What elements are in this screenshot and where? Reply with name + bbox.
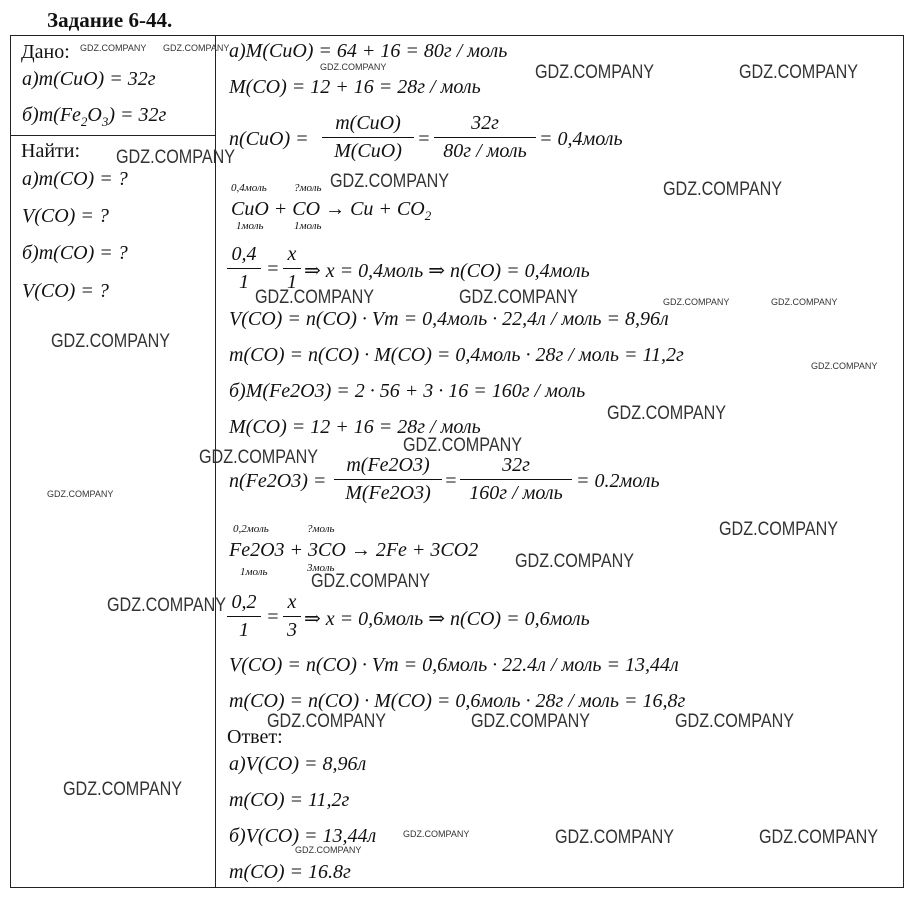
watermark: GDZ.COMPANY xyxy=(255,287,375,308)
watermark-small: GDZ.COMPANY xyxy=(80,43,147,53)
fraction-numerator: x xyxy=(287,591,297,613)
watermark: GDZ.COMPANY xyxy=(403,435,523,456)
watermark: GDZ.COMPANY xyxy=(535,62,655,83)
answer-a-mass: m(CO) = 11,2г xyxy=(229,789,350,811)
watermark: GDZ.COMPANY xyxy=(607,403,727,424)
n-fe2o3-fraction xyxy=(334,454,442,505)
watermark: GDZ.COMPANY xyxy=(555,827,675,848)
n-cuo-result: = 0,4моль xyxy=(539,128,623,150)
watermark-small: GDZ.COMPANY xyxy=(47,489,114,499)
molar-mass-cuo: а)M(CuO) = 64 + 16 = 80г / моль xyxy=(229,40,508,62)
watermark: GDZ.COMPANY xyxy=(63,779,183,800)
given-b: $б)m(Fe_2O_3) = 32г$ xyxy=(22,104,167,129)
find-a-mass: а)m(CO) = ? xyxy=(22,168,128,190)
fraction-numerator: 0,2 xyxy=(231,591,257,613)
watermark: GDZ.COMPANY xyxy=(663,179,783,200)
watermark: GDZ.COMPANY xyxy=(330,171,450,192)
reaction1-equation: CuO + CO → $Cu + CO_2$ xyxy=(231,198,432,223)
watermark: GDZ.COMPANY xyxy=(199,447,319,468)
proportion1-result: ⇒ x = 0,4моль ⇒ n(CO) = 0,4моль xyxy=(304,260,590,282)
proportion2-left xyxy=(227,591,261,642)
watermark-small: GDZ.COMPANY xyxy=(771,297,838,307)
fraction-denominator: M(Fe2O3) xyxy=(345,482,431,504)
reaction1-above-cuo: 0,4моль xyxy=(231,182,267,194)
fraction-numerator: m(Fe2O3) xyxy=(346,454,430,476)
reaction1-below-co: 1моль xyxy=(294,220,322,232)
given-heading: Дано: xyxy=(21,41,70,63)
find-heading: Найти: xyxy=(21,140,81,162)
answer-b-volume: б)V(CO) = 13,44л xyxy=(229,825,377,847)
watermark: GDZ.COMPANY xyxy=(311,571,431,592)
find-a-volume: V(CO) = ? xyxy=(22,205,109,227)
watermark: GDZ.COMPANY xyxy=(675,711,795,732)
n-cuo-label: n(CuO) = xyxy=(229,128,309,150)
watermark-small: GDZ.COMPANY xyxy=(163,43,230,53)
molar-mass-co-b: M(CO) = 12 + 16 = 28г / моль xyxy=(229,416,481,438)
watermark: GDZ.COMPANY xyxy=(107,595,227,616)
watermark: GDZ.COMPANY xyxy=(759,827,879,848)
watermark: GDZ.COMPANY xyxy=(116,147,236,168)
equals-sign: = xyxy=(417,128,431,150)
fraction-numerator: 0,4 xyxy=(231,243,257,265)
n-fe2o3-result: = 0.2моль xyxy=(576,470,660,492)
reaction2-below-fe2o3: 1моль xyxy=(240,566,268,578)
reaction2-below-co: 3моль xyxy=(307,562,335,574)
n-cuo-value-fraction xyxy=(434,112,536,163)
fraction-numerator: x xyxy=(287,243,297,265)
reaction2-above-fe2o3: 0,2моль xyxy=(233,523,269,535)
volume-co-a: V(CO) = n(CO) · Vm = 0,4моль · 22,4л / моль = 8,96л xyxy=(229,308,669,330)
proportion2-equals: = xyxy=(266,606,280,628)
watermark: GDZ.COMPANY xyxy=(515,551,635,572)
molar-mass-co: M(CO) = 12 + 16 = 28г / моль xyxy=(229,76,481,98)
reaction2-above-co: ?моль xyxy=(307,523,335,535)
watermark: GDZ.COMPANY xyxy=(51,331,171,352)
watermark: GDZ.COMPANY xyxy=(471,711,591,732)
find-b-mass: б)m(CO) = ? xyxy=(22,242,128,264)
answer-a-volume: а)V(CO) = 8,96л xyxy=(229,753,367,775)
watermark-small: GDZ.COMPANY xyxy=(811,361,878,371)
watermark: GDZ.COMPANY xyxy=(739,62,859,83)
find-b-volume: V(CO) = ? xyxy=(22,280,109,302)
fraction-numerator: 32г xyxy=(502,454,530,476)
n-cuo-fraction xyxy=(322,112,414,163)
watermark: GDZ.COMPANY xyxy=(719,519,839,540)
n-fe2o3-label: n(Fe2O3) = xyxy=(229,470,327,492)
watermark-small: GDZ.COMPANY xyxy=(663,297,730,307)
proportion2-right xyxy=(283,591,301,642)
n-fe2o3-value-fraction xyxy=(460,454,572,505)
fraction-denominator: 1 xyxy=(287,271,297,293)
fraction-numerator: 32г xyxy=(471,112,499,134)
reaction1-above-co: ?моль xyxy=(294,182,322,194)
proportion2-result: ⇒ x = 0,6моль ⇒ n(CO) = 0,6моль xyxy=(304,608,590,630)
given-a: а)m(CuO) = 32г xyxy=(22,68,156,90)
fraction-denominator: 160г / моль xyxy=(469,482,563,504)
mass-co-b: m(CO) = n(CO) · M(CO) = 0,6моль · 28г / моль = 16,8г xyxy=(229,690,686,712)
fraction-denominator: M(CuO) xyxy=(334,140,402,162)
fraction-numerator: m(CuO) xyxy=(335,112,401,134)
watermark: GDZ.COMPANY xyxy=(267,711,387,732)
volume-co-b: V(CO) = n(CO) · Vm = 0,6моль · 22.4л / моль = 13,44л xyxy=(229,654,679,676)
given-divider xyxy=(10,135,215,136)
reaction2-equation: Fe2O3 + 3CO → 2Fe + 3CO2 xyxy=(229,539,479,561)
equals-sign-b: = xyxy=(444,470,458,492)
watermark: GDZ.COMPANY xyxy=(459,287,579,308)
answer-b-mass: m(CO) = 16.8г xyxy=(229,861,351,883)
fraction-denominator: 80г / моль xyxy=(443,140,527,162)
task-title: Задание 6-44. xyxy=(47,8,173,32)
watermark-small: GDZ.COMPANY xyxy=(403,829,470,839)
fraction-denominator: 1 xyxy=(239,619,249,641)
reaction1-below-cuo: 1моль xyxy=(236,220,264,232)
proportion1-equals: = xyxy=(266,258,280,280)
mass-co-a: m(CO) = n(CO) · M(CO) = 0,4моль · 28г / моль = 11,2г xyxy=(229,344,684,366)
watermark-small: GDZ.COMPANY xyxy=(320,62,387,72)
watermark-small: GDZ.COMPANY xyxy=(295,845,362,855)
answer-heading: Ответ: xyxy=(227,726,283,748)
molar-mass-fe2o3: б)M(Fe2O3) = 2 · 56 + 3 · 16 = 160г / моль xyxy=(229,380,586,402)
fraction-denominator: 3 xyxy=(287,619,297,641)
fraction-denominator: 1 xyxy=(239,271,249,293)
